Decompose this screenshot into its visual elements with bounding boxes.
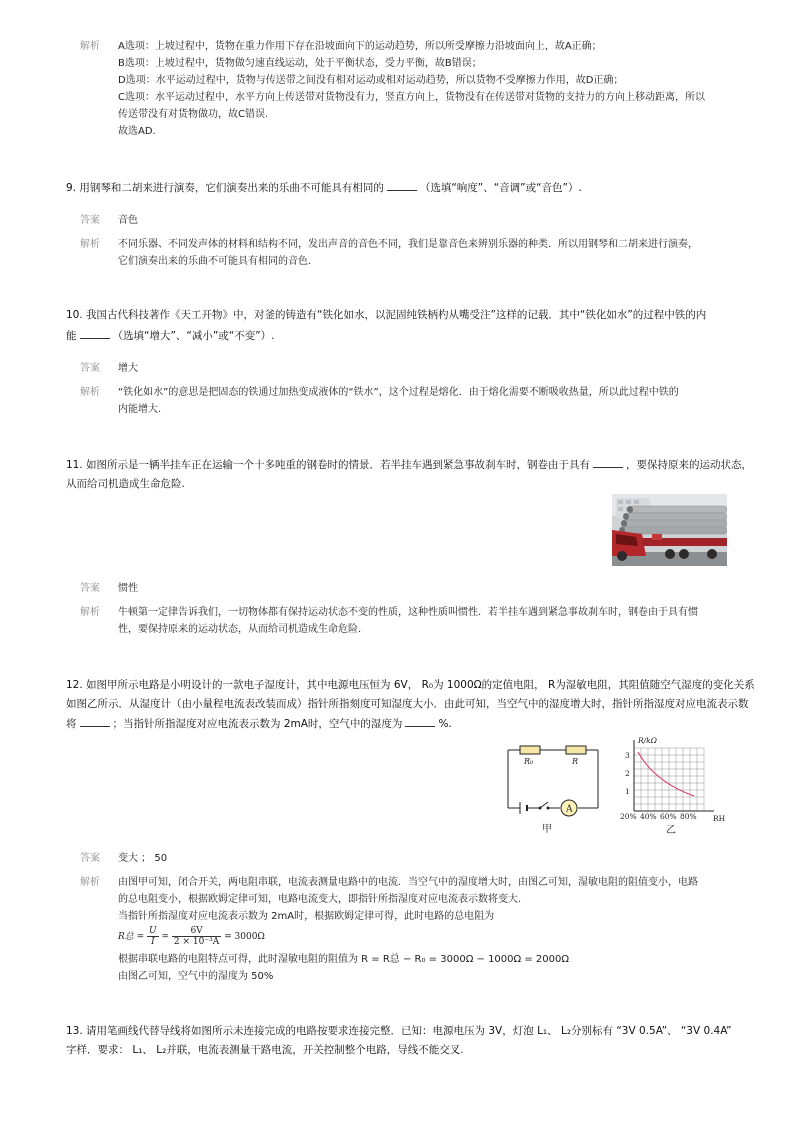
q11-answer: 惯性 [118,583,138,594]
graph-ylabel: R/kΩ [638,736,657,745]
q10-question-line1: 10. 我国古代科技著作《天工开物》中，对釜的铸造有“铁化如水，以泥固纯铁柄杓从嘴受注”这样的记载．其中“铁化如水”的过程中铁的内 [66,309,707,321]
q13-question-line2: 字样．要求： L₁、 L₂并联，电流表测量干路电流，开关控制整个电路，导线不能交叉. [66,1044,464,1056]
q12-answer: 变大 ； 50 [118,853,168,864]
xtick: 20% [620,812,637,821]
ytick: 3 [625,751,630,760]
xtick: 60% [660,812,677,821]
analysis-label: 解析 [80,877,100,888]
r0-label: R₀ [524,757,534,766]
steel-pipes [619,506,727,534]
q10-question-line2: 能 （选填“增大”、“减小”或“不变”）. [66,330,275,342]
r-label: R [572,757,579,766]
graph-grid [634,748,704,811]
answer-blank [80,328,110,339]
answer-blank [387,180,417,191]
answer-label: 答案 [80,363,100,374]
switch-symbol [539,802,550,810]
resistance-curve [638,752,694,796]
analysis-label: 解析 [80,41,100,52]
ytick: 2 [625,769,630,778]
q11-question-line1: 11. 如图所示是一辆半挂车正在运输一个十多吨重的钢卷时的情景．若半挂车遇到紧急事故刹车时，钢卷由于具有 ，要保持原来的运动状态， [66,459,753,471]
resistance-humidity-graph [618,734,733,838]
circuit-caption: 甲 [542,824,552,835]
answer-blank [405,716,435,727]
battery-symbol [520,802,527,814]
xtick: 80% [680,812,697,821]
q9-answer: 音色 [118,215,138,226]
resistor-r [566,746,586,754]
resistor-r0 [520,746,540,754]
answer-label: 答案 [80,215,100,226]
graph-xlabel: RH [713,814,726,823]
q11-question-line2: 从而给司机造成生命危险. [66,478,185,490]
q12-question-line2: 如图乙所示．从湿度计（由小量程电流表改装而成）指针所指刻度可知湿度大小．由此可知，当空气中的湿度增大时，指针所指湿度对应电流表示数 [66,698,749,710]
q12-question-line3: 将 ；当指针所指湿度对应电流表示数为 2mA时，空气中的湿度为 %. [66,718,452,730]
graph-caption: 乙 [666,825,676,836]
analysis-label: 解析 [80,387,100,398]
q12-question-line1: 12. 如图甲所示电路是小明设计的一款电子湿度计，其中电源电压恒为 6V， R₀为 1000Ω的定值电阻， R为湿敏电阻，其阻值随空气湿度的变化关系 [66,679,755,691]
xtick: 40% [640,812,657,821]
analysis-label: 解析 [80,239,100,250]
circuit-diagram [500,742,610,838]
analysis-label: 解析 [80,607,100,618]
answer-label: 答案 [80,853,100,864]
q10-answer: 增大 [118,363,138,374]
truck-photo [612,494,727,566]
q9-question: 9. 用钢琴和二胡来进行演奏，它们演奏出来的乐曲不可能具有相同的 （选填“响度”、“音调”或“音色”）. [66,182,582,194]
svg-text:A: A [566,804,573,815]
q13-question-line1: 13. 请用笔画线代替导线将如图所示未连接完成的电路按要求连接完整．已知：电源电压为 3V，灯泡 L₁、 L₂分别标有 “3V 0.5A”、 “3V 0.4A” [66,1025,732,1037]
ytick: 1 [625,787,630,796]
q12-formula: R总 = $\frac{U}{I}$ = $\frac{6V}{\text{2 × 10⁻³A}}$ = 3000Ω [118,926,265,947]
ammeter [561,800,577,816]
answer-blank [593,457,623,468]
answer-label: 答案 [80,583,100,594]
answer-blank [80,716,110,727]
